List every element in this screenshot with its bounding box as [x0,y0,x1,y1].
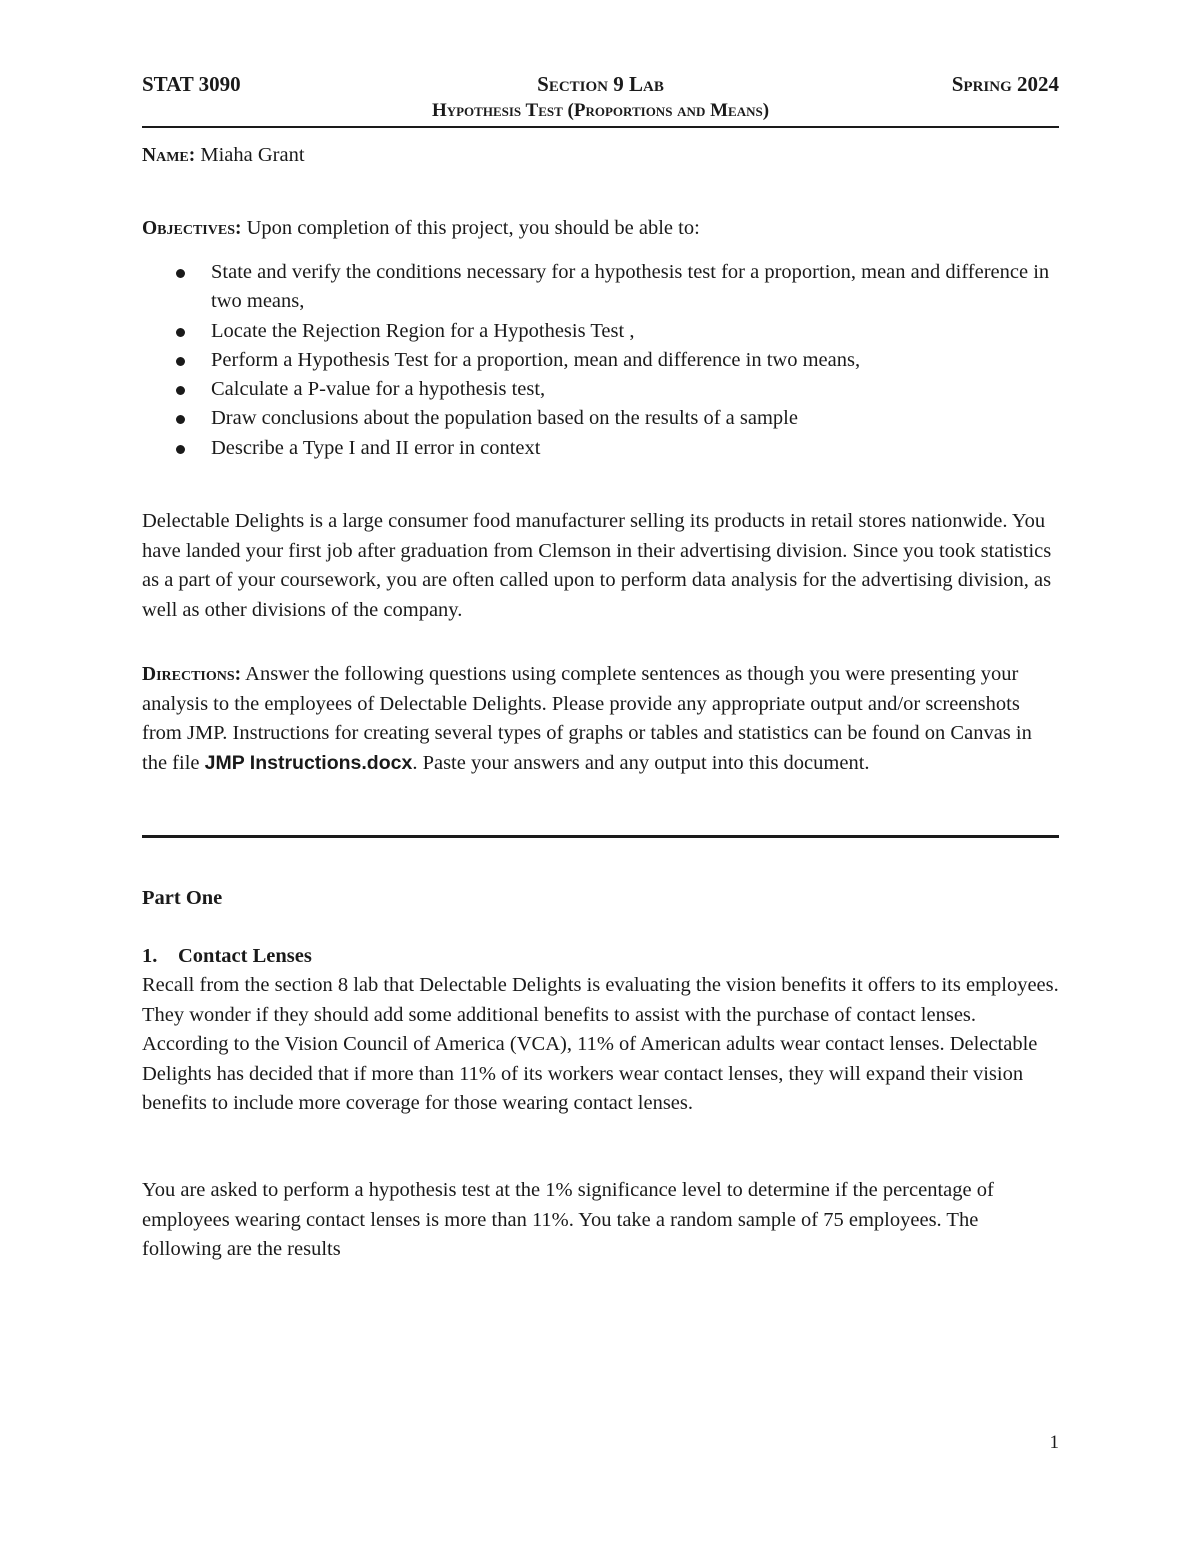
document-page [142,0,1059,1553]
page-header [142,72,1059,102]
bullet-icon [176,445,185,454]
course-code: STAT 3090 [142,72,241,96]
objective-text: Perform a Hypothesis Test for a proportion, mean and difference in two means, [211,348,861,371]
bullet-icon [176,386,185,395]
lab-subtitle: Hypothesis Test (Proportions and Means) [431,100,770,121]
objective-text: Describe a Type I and II error in context [211,436,541,459]
name-label: Name: [142,145,196,166]
objective-text: Locate the Rejection Region for a Hypothesis Test , [211,319,635,342]
objectives-heading [142,214,1059,244]
header-divider [142,126,1059,128]
question-paragraph-2: You are asked to perform a hypothesis test at the 1% significance level to determine if the percentage of employees wearing contact lenses is more than 11%. You take a random sample of 75 employees. The following are the results [142,1179,994,1260]
list-item [142,317,1059,346]
directions-text: Answer the following questions using complete sentences as though you were presenting your analysis to the employees of Delectable Delights. Please provide any appropriate output and/or screenshots from JMP. Instructions for creating several types of graphs or tables and statistics can be found on Canvas in the file [142,663,1032,774]
list-item [142,346,1059,375]
term: Spring 2024 [951,72,1059,96]
page-number: 1 [1049,1432,1059,1453]
objective-text: Calculate a P-value for a hypothesis test, [211,378,546,401]
student-name: Miaha Grant [200,144,305,166]
list-item [142,404,1059,433]
jmp-instructions-file: JMP Instructions.docx [204,751,413,774]
objectives-list [142,258,1059,463]
list-item [142,258,1059,317]
intro-paragraph: Delectable Delights is a large consumer food manufacturer selling its products in retail stores nationwide. You have landed your first job after graduation from Clemson in their advertising division. Since you took statistics as a part of your coursework, you are often called upon to perform data analysis for the advertising division, as well as other divisions of the company. [142,510,1052,621]
lab-section: Section 9 Lab [537,72,664,96]
bullet-icon [176,328,185,337]
list-item [142,434,1059,463]
student-name-line [142,141,1059,171]
directions-label: Directions: [142,664,242,685]
list-item [142,375,1059,404]
bullet-icon [176,415,185,424]
bullet-icon [176,269,185,278]
objectives-intro: Upon completion of this project, you should be able to: [246,217,700,239]
question-number: 1. [142,945,158,967]
bullet-icon [176,357,185,366]
objective-text: Draw conclusions about the population based on the results of a sample [211,407,798,430]
objective-text: State and verify the conditions necessary for a hypothesis test for a proportion, mean and difference in two means, [211,261,1050,313]
question-name: Contact Lenses [178,945,312,967]
question-title [142,942,1059,972]
section-divider [142,835,1059,838]
part-one-title: Part One [142,887,223,909]
objectives-label: Objectives: [142,218,242,239]
question-paragraph-1: Recall from the section 8 lab that Delectable Delights is evaluating the vision benefits it offers to its employees. They wonder if they should add some additional benefits to assist with the purchase of contact lenses. According to the Vision Council of America (VCA), 11% of American adults wear contact lenses. Delectable Delights has decided that if more than 11% of its workers wear contact lenses, they will expand their vision benefits to include more coverage for those wearing contact lenses. [142,974,1059,1114]
directions-paragraph [142,660,1059,778]
directions-text-end: . Paste your answers and any output into this document. [412,751,870,774]
